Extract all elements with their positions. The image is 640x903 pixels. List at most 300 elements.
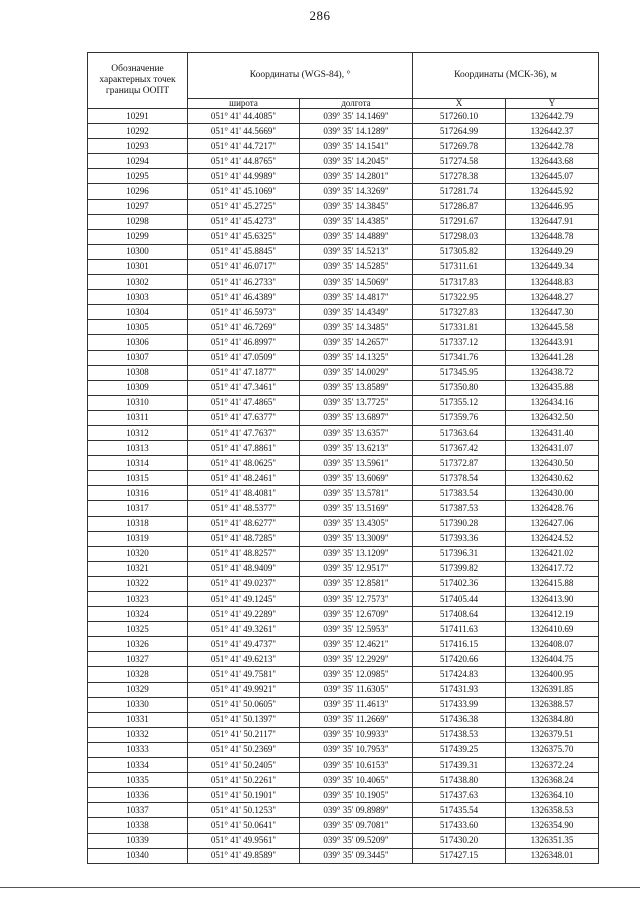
y-cell: 1326448.83: [506, 275, 599, 290]
point-id-cell: 10335: [88, 773, 188, 788]
y-cell: 1326421.02: [506, 546, 599, 561]
longitude-cell: 039° 35' 13.8589": [300, 380, 413, 395]
table-row: [88, 169, 599, 184]
longitude-cell: 039° 35' 14.3485": [300, 320, 413, 335]
point-id-cell: 10312: [88, 425, 188, 440]
table-row: [88, 727, 599, 742]
x-cell: 517264.99: [413, 124, 506, 139]
latitude-cell: 051° 41' 49.1245": [188, 592, 300, 607]
x-cell: 517424.83: [413, 667, 506, 682]
y-cell: 1326384.80: [506, 712, 599, 727]
header-longitude: долгота: [300, 99, 413, 109]
y-cell: 1326430.00: [506, 486, 599, 501]
y-cell: 1326427.06: [506, 516, 599, 531]
point-id-cell: 10322: [88, 576, 188, 591]
point-id-cell: 10321: [88, 561, 188, 576]
y-cell: 1326443.91: [506, 335, 599, 350]
point-id-cell: 10296: [88, 184, 188, 199]
latitude-cell: 051° 41' 50.0641": [188, 818, 300, 833]
y-cell: 1326442.78: [506, 139, 599, 154]
y-cell: 1326443.68: [506, 154, 599, 169]
point-id-cell: 10318: [88, 516, 188, 531]
latitude-cell: 051° 41' 50.1253": [188, 803, 300, 818]
table-row: [88, 441, 599, 456]
x-cell: 517438.53: [413, 727, 506, 742]
point-id-cell: 10340: [88, 848, 188, 863]
table-row: [88, 576, 599, 591]
y-cell: 1326368.24: [506, 773, 599, 788]
table-row: [88, 788, 599, 803]
latitude-cell: 051° 41' 48.7285": [188, 531, 300, 546]
x-cell: 517402.36: [413, 576, 506, 591]
x-cell: 517269.78: [413, 139, 506, 154]
longitude-cell: 039° 35' 14.1541": [300, 139, 413, 154]
x-cell: 517396.31: [413, 546, 506, 561]
y-cell: 1326417.72: [506, 561, 599, 576]
x-cell: 517322.95: [413, 290, 506, 305]
point-id-cell: 10308: [88, 365, 188, 380]
point-id-cell: 10332: [88, 727, 188, 742]
longitude-cell: 039° 35' 13.5961": [300, 456, 413, 471]
table-row: [88, 516, 599, 531]
latitude-cell: 051° 41' 44.8765": [188, 154, 300, 169]
latitude-cell: 051° 41' 44.7217": [188, 139, 300, 154]
longitude-cell: 039° 35' 10.7953": [300, 742, 413, 757]
y-cell: 1326412.19: [506, 607, 599, 622]
point-id-cell: 10333: [88, 742, 188, 757]
longitude-cell: 039° 35' 12.8581": [300, 576, 413, 591]
longitude-cell: 039° 35' 13.1209": [300, 546, 413, 561]
table-row: [88, 682, 599, 697]
y-cell: 1326447.30: [506, 305, 599, 320]
table-row: [88, 124, 599, 139]
longitude-cell: 039° 35' 11.2669": [300, 712, 413, 727]
x-cell: 517305.82: [413, 244, 506, 259]
x-cell: 517420.66: [413, 652, 506, 667]
y-cell: 1326408.07: [506, 637, 599, 652]
y-cell: 1326448.78: [506, 229, 599, 244]
x-cell: 517355.12: [413, 395, 506, 410]
longitude-cell: 039° 35' 14.5213": [300, 244, 413, 259]
point-id-cell: 10336: [88, 788, 188, 803]
table-row: [88, 818, 599, 833]
x-cell: 517291.67: [413, 214, 506, 229]
point-id-cell: 10299: [88, 229, 188, 244]
point-id-cell: 10325: [88, 622, 188, 637]
latitude-cell: 051° 41' 50.0605": [188, 697, 300, 712]
x-cell: 517433.60: [413, 818, 506, 833]
x-cell: 517383.54: [413, 486, 506, 501]
y-cell: 1326413.90: [506, 592, 599, 607]
latitude-cell: 051° 41' 48.4081": [188, 486, 300, 501]
y-cell: 1326447.91: [506, 214, 599, 229]
x-cell: 517405.44: [413, 592, 506, 607]
x-cell: 517437.63: [413, 788, 506, 803]
x-cell: 517278.38: [413, 169, 506, 184]
latitude-cell: 051° 41' 50.1397": [188, 712, 300, 727]
point-id-cell: 10327: [88, 652, 188, 667]
point-id-cell: 10304: [88, 305, 188, 320]
point-id-cell: 10323: [88, 592, 188, 607]
header-x: X: [413, 99, 506, 109]
table-row: [88, 803, 599, 818]
table-row: [88, 592, 599, 607]
table-row: [88, 697, 599, 712]
y-cell: 1326445.07: [506, 169, 599, 184]
longitude-cell: 039° 35' 14.4817": [300, 290, 413, 305]
point-id-cell: 10337: [88, 803, 188, 818]
point-id-cell: 10314: [88, 456, 188, 471]
table-row: [88, 244, 599, 259]
x-cell: 517274.58: [413, 154, 506, 169]
point-id-cell: 10311: [88, 410, 188, 425]
x-cell: 517416.15: [413, 637, 506, 652]
header-point-designation: Обозначение характерных точек границы ООПТ: [88, 53, 188, 109]
header-latitude: широта: [188, 99, 300, 109]
y-cell: 1326379.51: [506, 727, 599, 742]
bottom-rule: [0, 887, 640, 888]
latitude-cell: 051° 41' 50.2405": [188, 758, 300, 773]
longitude-cell: 039° 35' 11.4613": [300, 697, 413, 712]
longitude-cell: 039° 35' 11.6305": [300, 682, 413, 697]
y-cell: 1326448.27: [506, 290, 599, 305]
longitude-cell: 039° 35' 14.0029": [300, 365, 413, 380]
point-id-cell: 10324: [88, 607, 188, 622]
table-row: [88, 652, 599, 667]
longitude-cell: 039° 35' 13.6897": [300, 410, 413, 425]
x-cell: 517286.87: [413, 199, 506, 214]
latitude-cell: 051° 41' 49.7581": [188, 667, 300, 682]
header-y: Y: [506, 99, 599, 109]
table-row: [88, 410, 599, 425]
longitude-cell: 039° 35' 14.1325": [300, 350, 413, 365]
point-id-cell: 10338: [88, 818, 188, 833]
table-row: [88, 712, 599, 727]
point-id-cell: 10305: [88, 320, 188, 335]
latitude-cell: 051° 41' 46.0717": [188, 259, 300, 274]
x-cell: 517390.28: [413, 516, 506, 531]
table-row: [88, 229, 599, 244]
y-cell: 1326428.76: [506, 501, 599, 516]
latitude-cell: 051° 41' 49.9921": [188, 682, 300, 697]
longitude-cell: 039° 35' 10.9933": [300, 727, 413, 742]
point-id-cell: 10306: [88, 335, 188, 350]
latitude-cell: 051° 41' 49.0237": [188, 576, 300, 591]
x-cell: 517378.54: [413, 471, 506, 486]
point-id-cell: 10334: [88, 758, 188, 773]
longitude-cell: 039° 35' 13.5169": [300, 501, 413, 516]
table-row: [88, 742, 599, 757]
x-cell: 517430.20: [413, 833, 506, 848]
y-cell: 1326364.10: [506, 788, 599, 803]
table-row: [88, 259, 599, 274]
point-id-cell: 10292: [88, 124, 188, 139]
x-cell: 517433.99: [413, 697, 506, 712]
table-row: [88, 425, 599, 440]
longitude-cell: 039° 35' 14.1469": [300, 109, 413, 124]
point-id-cell: 10301: [88, 259, 188, 274]
point-id-cell: 10328: [88, 667, 188, 682]
table-row: [88, 607, 599, 622]
latitude-cell: 051° 41' 49.9561": [188, 833, 300, 848]
table-row: [88, 471, 599, 486]
longitude-cell: 039° 35' 14.3269": [300, 184, 413, 199]
latitude-cell: 051° 41' 45.1069": [188, 184, 300, 199]
longitude-cell: 039° 35' 09.3445": [300, 848, 413, 863]
longitude-cell: 039° 35' 09.5209": [300, 833, 413, 848]
x-cell: 517341.76: [413, 350, 506, 365]
point-id-cell: 10331: [88, 712, 188, 727]
point-id-cell: 10330: [88, 697, 188, 712]
table-row: [88, 622, 599, 637]
latitude-cell: 051° 41' 47.3461": [188, 380, 300, 395]
table-row: [88, 154, 599, 169]
header-msk36: Координаты (МСК-36), м: [413, 53, 599, 99]
latitude-cell: 051° 41' 48.8257": [188, 546, 300, 561]
x-cell: 517350.80: [413, 380, 506, 395]
longitude-cell: 039° 35' 10.1905": [300, 788, 413, 803]
latitude-cell: 051° 41' 45.4273": [188, 214, 300, 229]
table-row: [88, 184, 599, 199]
longitude-cell: 039° 35' 12.4621": [300, 637, 413, 652]
table-row: [88, 667, 599, 682]
x-cell: 517399.82: [413, 561, 506, 576]
point-id-cell: 10293: [88, 139, 188, 154]
latitude-cell: 051° 41' 44.9989": [188, 169, 300, 184]
y-cell: 1326348.01: [506, 848, 599, 863]
x-cell: 517331.81: [413, 320, 506, 335]
y-cell: 1326442.37: [506, 124, 599, 139]
latitude-cell: 051° 41' 47.7637": [188, 425, 300, 440]
point-id-cell: 10302: [88, 275, 188, 290]
x-cell: 517427.15: [413, 848, 506, 863]
point-id-cell: 10329: [88, 682, 188, 697]
point-id-cell: 10310: [88, 395, 188, 410]
x-cell: 517408.64: [413, 607, 506, 622]
x-cell: 517393.36: [413, 531, 506, 546]
latitude-cell: 051° 41' 45.2725": [188, 199, 300, 214]
y-cell: 1326431.40: [506, 425, 599, 440]
y-cell: 1326358.53: [506, 803, 599, 818]
x-cell: 517298.03: [413, 229, 506, 244]
table-row: [88, 637, 599, 652]
table-row: [88, 561, 599, 576]
x-cell: 517345.95: [413, 365, 506, 380]
y-cell: 1326441.28: [506, 350, 599, 365]
x-cell: 517317.83: [413, 275, 506, 290]
y-cell: 1326442.79: [506, 109, 599, 124]
latitude-cell: 051° 41' 47.4865": [188, 395, 300, 410]
point-id-cell: 10291: [88, 109, 188, 124]
table-row: [88, 305, 599, 320]
point-id-cell: 10339: [88, 833, 188, 848]
longitude-cell: 039° 35' 14.1289": [300, 124, 413, 139]
x-cell: 517439.25: [413, 742, 506, 757]
table-row: [88, 320, 599, 335]
longitude-cell: 039° 35' 13.7725": [300, 395, 413, 410]
x-cell: 517311.61: [413, 259, 506, 274]
x-cell: 517439.31: [413, 758, 506, 773]
latitude-cell: 051° 41' 49.6213": [188, 652, 300, 667]
y-cell: 1326445.58: [506, 320, 599, 335]
longitude-cell: 039° 35' 12.7573": [300, 592, 413, 607]
longitude-cell: 039° 35' 14.5069": [300, 275, 413, 290]
table-row: [88, 833, 599, 848]
page-number: 286: [309, 8, 331, 23]
point-id-cell: 10316: [88, 486, 188, 501]
latitude-cell: 051° 41' 50.2369": [188, 742, 300, 757]
table-body: [88, 109, 599, 864]
latitude-cell: 051° 41' 49.4737": [188, 637, 300, 652]
latitude-cell: 051° 41' 49.3261": [188, 622, 300, 637]
point-id-cell: 10307: [88, 350, 188, 365]
longitude-cell: 039° 35' 10.4065": [300, 773, 413, 788]
y-cell: 1326400.95: [506, 667, 599, 682]
longitude-cell: 039° 35' 12.0985": [300, 667, 413, 682]
point-id-cell: 10294: [88, 154, 188, 169]
longitude-cell: 039° 35' 14.2657": [300, 335, 413, 350]
x-cell: 517359.76: [413, 410, 506, 425]
table-row: [88, 109, 599, 124]
latitude-cell: 051° 41' 46.7269": [188, 320, 300, 335]
y-cell: 1326372.24: [506, 758, 599, 773]
y-cell: 1326432.50: [506, 410, 599, 425]
point-id-cell: 10300: [88, 244, 188, 259]
longitude-cell: 039° 35' 10.6153": [300, 758, 413, 773]
latitude-cell: 051° 41' 46.4389": [188, 290, 300, 305]
latitude-cell: 051° 41' 46.5973": [188, 305, 300, 320]
y-cell: 1326434.16: [506, 395, 599, 410]
table-row: [88, 139, 599, 154]
latitude-cell: 051° 41' 48.5377": [188, 501, 300, 516]
point-id-cell: 10315: [88, 471, 188, 486]
latitude-cell: 051° 41' 47.6377": [188, 410, 300, 425]
y-cell: 1326351.35: [506, 833, 599, 848]
y-cell: 1326445.92: [506, 184, 599, 199]
y-cell: 1326375.70: [506, 742, 599, 757]
point-id-cell: 10298: [88, 214, 188, 229]
longitude-cell: 039° 35' 13.6069": [300, 471, 413, 486]
point-id-cell: 10320: [88, 546, 188, 561]
longitude-cell: 039° 35' 14.4385": [300, 214, 413, 229]
y-cell: 1326431.07: [506, 441, 599, 456]
x-cell: 517260.10: [413, 109, 506, 124]
latitude-cell: 051° 41' 47.0509": [188, 350, 300, 365]
x-cell: 517327.83: [413, 305, 506, 320]
y-cell: 1326435.88: [506, 380, 599, 395]
x-cell: 517435.54: [413, 803, 506, 818]
header-wgs84: Координаты (WGS-84), °: [188, 53, 413, 99]
y-cell: 1326415.88: [506, 576, 599, 591]
latitude-cell: 051° 41' 48.0625": [188, 456, 300, 471]
longitude-cell: 039° 35' 14.2045": [300, 154, 413, 169]
longitude-cell: 039° 35' 14.5285": [300, 259, 413, 274]
table-row: [88, 199, 599, 214]
x-cell: 517281.74: [413, 184, 506, 199]
y-cell: 1326424.52: [506, 531, 599, 546]
longitude-cell: 039° 35' 13.6213": [300, 441, 413, 456]
latitude-cell: 051° 41' 44.5669": [188, 124, 300, 139]
point-id-cell: 10309: [88, 380, 188, 395]
longitude-cell: 039° 35' 14.2801": [300, 169, 413, 184]
table-row: [88, 501, 599, 516]
y-cell: 1326410.69: [506, 622, 599, 637]
longitude-cell: 039° 35' 13.5781": [300, 486, 413, 501]
latitude-cell: 051° 41' 50.2117": [188, 727, 300, 742]
x-cell: 517367.42: [413, 441, 506, 456]
y-cell: 1326388.57: [506, 697, 599, 712]
x-cell: 517363.64: [413, 425, 506, 440]
x-cell: 517372.87: [413, 456, 506, 471]
table-row: [88, 275, 599, 290]
y-cell: 1326430.62: [506, 471, 599, 486]
longitude-cell: 039° 35' 12.2929": [300, 652, 413, 667]
latitude-cell: 051° 41' 50.2261": [188, 773, 300, 788]
longitude-cell: 039° 35' 12.9517": [300, 561, 413, 576]
latitude-cell: 051° 41' 50.1901": [188, 788, 300, 803]
table-row: [88, 848, 599, 863]
longitude-cell: 039° 35' 12.5953": [300, 622, 413, 637]
x-cell: 517438.80: [413, 773, 506, 788]
latitude-cell: 051° 41' 49.8589": [188, 848, 300, 863]
longitude-cell: 039° 35' 14.4889": [300, 229, 413, 244]
x-cell: 517436.38: [413, 712, 506, 727]
x-cell: 517431.93: [413, 682, 506, 697]
y-cell: 1326449.29: [506, 244, 599, 259]
longitude-cell: 039° 35' 09.8989": [300, 803, 413, 818]
latitude-cell: 051° 41' 45.6325": [188, 229, 300, 244]
table-row: [88, 335, 599, 350]
latitude-cell: 051° 41' 46.2733": [188, 275, 300, 290]
point-id-cell: 10295: [88, 169, 188, 184]
table-row: [88, 214, 599, 229]
y-cell: 1326449.34: [506, 259, 599, 274]
longitude-cell: 039° 35' 14.4349": [300, 305, 413, 320]
latitude-cell: 051° 41' 47.1877": [188, 365, 300, 380]
point-id-cell: 10319: [88, 531, 188, 546]
y-cell: 1326404.75: [506, 652, 599, 667]
table-row: [88, 456, 599, 471]
coordinates-table: [87, 52, 599, 864]
longitude-cell: 039° 35' 13.4305": [300, 516, 413, 531]
table-row: [88, 773, 599, 788]
table-row: [88, 350, 599, 365]
latitude-cell: 051° 41' 48.2461": [188, 471, 300, 486]
y-cell: 1326430.50: [506, 456, 599, 471]
latitude-cell: 051° 41' 44.4085": [188, 109, 300, 124]
y-cell: 1326391.85: [506, 682, 599, 697]
table-row: [88, 546, 599, 561]
longitude-cell: 039° 35' 09.7081": [300, 818, 413, 833]
longitude-cell: 039° 35' 12.6709": [300, 607, 413, 622]
table-row: [88, 531, 599, 546]
table-row: [88, 380, 599, 395]
y-cell: 1326354.90: [506, 818, 599, 833]
latitude-cell: 051° 41' 45.8845": [188, 244, 300, 259]
table-row: [88, 290, 599, 305]
point-id-cell: 10326: [88, 637, 188, 652]
y-cell: 1326438.72: [506, 365, 599, 380]
y-cell: 1326446.95: [506, 199, 599, 214]
table-row: [88, 758, 599, 773]
point-id-cell: 10313: [88, 441, 188, 456]
point-id-cell: 10297: [88, 199, 188, 214]
point-id-cell: 10303: [88, 290, 188, 305]
latitude-cell: 051° 41' 49.2289": [188, 607, 300, 622]
table-row: [88, 365, 599, 380]
point-id-cell: 10317: [88, 501, 188, 516]
longitude-cell: 039° 35' 13.3009": [300, 531, 413, 546]
